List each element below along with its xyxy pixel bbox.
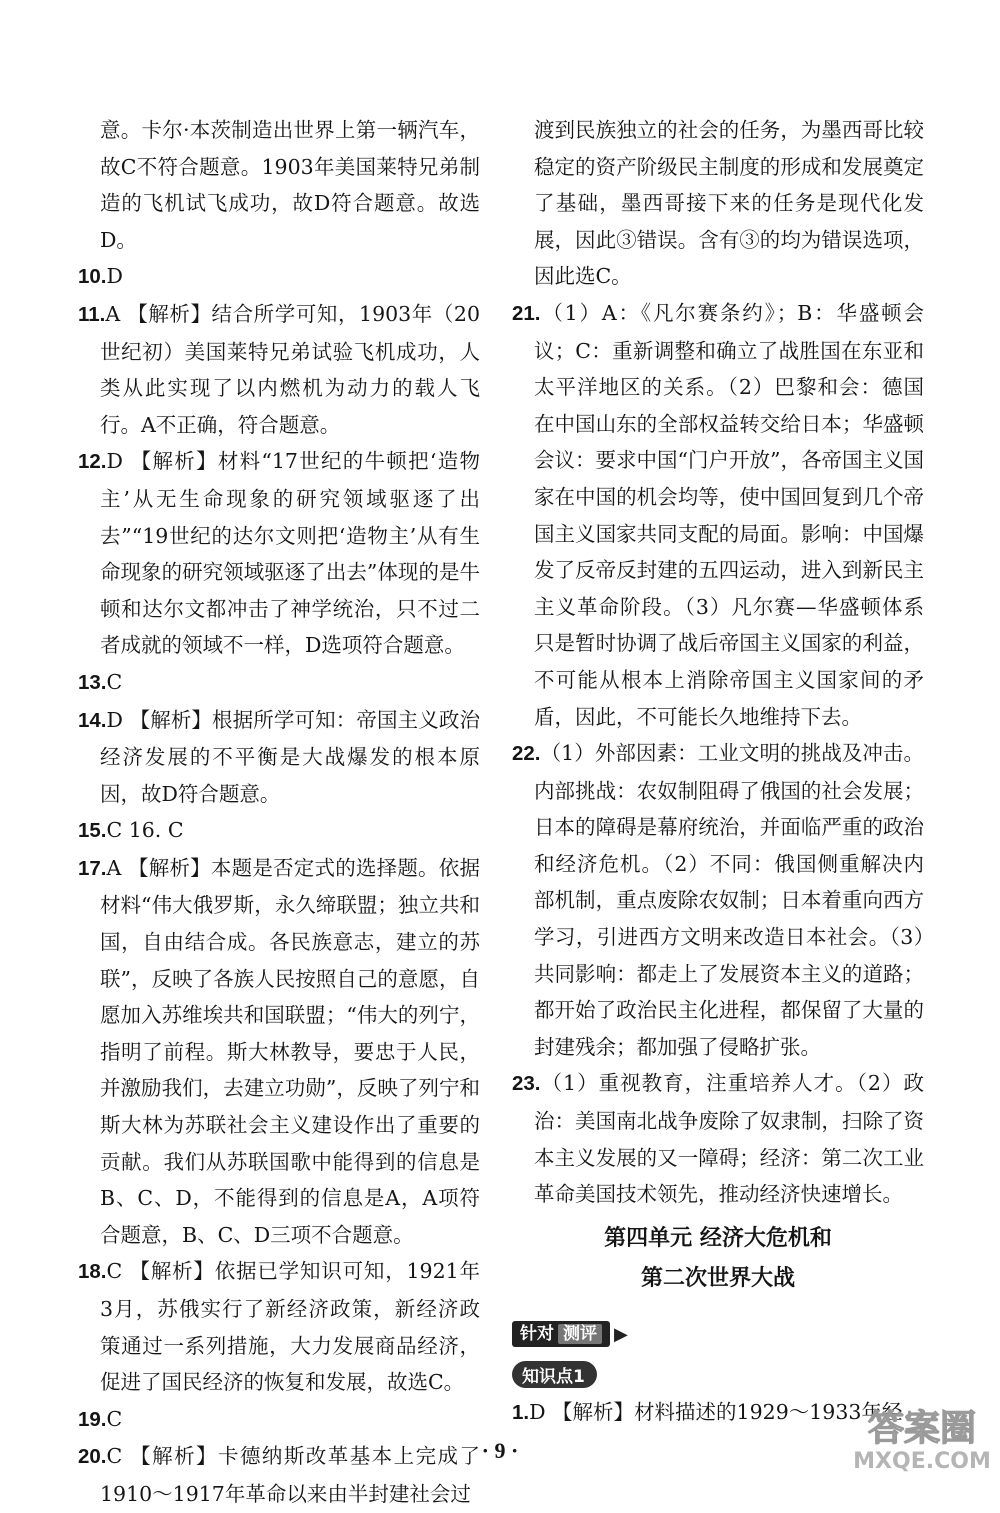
item-number: 10. (78, 265, 107, 289)
item-number: 13. (78, 670, 107, 694)
continued-text (512, 112, 924, 295)
left-column (78, 112, 480, 1513)
item-number: 20. (78, 1445, 107, 1469)
answer-item (78, 1401, 480, 1439)
item-text: C (106, 1406, 123, 1431)
targeted-test-banner (512, 1299, 924, 1347)
answer-item (78, 664, 480, 702)
banner-part2: 测评 (558, 1324, 602, 1344)
item-text: C 【解析】依据已学知识可知，1921年3月，苏俄实行了新经济政策，新经济政策通过一系列措施，大力发展商品经济，促进了国民经济的恢复和发展，故选C。 (100, 1259, 480, 1395)
answer-item (78, 443, 480, 664)
item-text: D 【解析】材料“17世纪的牛顿把‘造物主’从无生命现象的研究领域驱逐了出去”“19世纪的达尔文则把‘造物主’从有生命现象的研究领域驱逐了出去”体现的是牛顿和达尔文都冲击了神学统治，只不过二者成就的领域不一样，D选项符合题意。 (100, 449, 480, 658)
section-heading (512, 1219, 924, 1299)
item-text: 意。卡尔·本茨制造出世界上第一辆汽车，故C不符合题意。1903年美国莱特兄弟制造的飞机试飞成功，故D符合题意。故选D。 (100, 118, 480, 252)
answer-item (78, 1253, 480, 1400)
section-heading-line1: 第四单元 经济大危机和 (604, 1225, 832, 1251)
page-number: · 9 · (481, 1438, 519, 1463)
continued-text (78, 112, 480, 258)
answer-item (78, 850, 480, 1254)
right-column (512, 112, 924, 1431)
play-arrow-icon: ▶ (614, 1323, 628, 1345)
item-text: （1）A：《凡尔赛条约》；B：华盛顿会议；C：重新调整和确立了战胜国在东亚和太平洋地区的关系。（2）巴黎和会：德国在中国山东的全部权益转交给日本；华盛顿会议：要求中国“门户开放”，各帝国主义国家在中国的机会均等，使中国回复到几个帝国主义国家共同支配的局面。影响：中国爆发了反帝反封建的五四运动，进入到新民主主义革命阶段。（3）凡尔赛—华盛顿体系只是暂时协调了战后帝国主义国家的利益，不可能从根本上消除帝国主义国家间的矛盾，因此，不可能长久地维持下去。 (534, 300, 924, 729)
item-number: 11. (78, 302, 106, 326)
section-heading-line2: 第二次世界大战 (640, 1265, 795, 1291)
item-number: 21. (512, 301, 541, 325)
item-text: D (106, 264, 123, 289)
item-text: A 【解析】结合所学可知，1903年（20世纪初）美国莱特兄弟试验飞机成功，人类从此实现了以内燃机为动力的载人飞行。A不正确，符合题意。 (100, 301, 480, 437)
answer-item (512, 735, 924, 1065)
answer-item (78, 258, 480, 296)
answer-item (78, 702, 480, 813)
item-text: C 16. C (106, 818, 184, 843)
item-number: 18. (78, 1260, 107, 1284)
item-number: 1. (512, 1400, 530, 1424)
item-number: 17. (78, 856, 107, 880)
item-text: 渡到民族独立的社会的任务，为墨西哥比较稳定的资产阶级民主制度的形成和发展奠定了基础，墨西哥接下来的任务是现代化发展，因此③错误。含有③的均为错误选项，因此选C。 (534, 118, 924, 289)
knowledge-point-badge: 知识点1 (512, 1361, 597, 1388)
item-text: （1）重视教育，注重培养人才。（2）政治：美国南北战争废除了奴隶制，扫除了资本主义发展的又一障碍；经济：第二次工业革命美国技术领先，推动经济快速增长。 (534, 1071, 924, 1207)
item-number: 12. (78, 450, 107, 474)
item-number: 23. (512, 1072, 541, 1096)
watermark-logo (852, 1398, 992, 1474)
item-text: D 【解析】根据所学可知：帝国主义政治经济发展的不平衡是大战爆发的根本原因，故D符合题意。 (100, 707, 480, 806)
answer-item (512, 295, 924, 735)
item-text: D 【解析】材料描述的1929～1933年经 (529, 1399, 903, 1424)
watermark-line1: 答案圈 (867, 1408, 977, 1449)
item-number: 19. (78, 1407, 107, 1431)
item-text: （1）外部因素：工业文明的挑战及冲击。内部挑战：农奴制阻碍了俄国的社会发展；日本的障碍是幕府统治，并面临严重的政治和经济危机。（2）不同：俄国侧重解决内部机制，重点废除农奴制；日本着重向西方学习，引进西方文明来改造日本社会。（3）共同影响：都走上了发展资本主义的道路；都开始了政治民主化进程，都保留了大量的封建残余；都加强了侵略扩张。 (534, 741, 924, 1059)
right-answer-list (512, 112, 924, 1213)
item-number: 14. (78, 708, 107, 732)
item-text: C (106, 669, 123, 694)
item-number: 15. (78, 819, 107, 843)
item-text: C 【解析】卡德纳斯改革基本上完成了1910～1917年革命以来由半封建社会过 (100, 1444, 480, 1506)
watermark-line2: MXQE.COM (853, 1449, 991, 1474)
banner-part1: 针对 (520, 1323, 554, 1344)
item-text: A 【解析】本题是否定式的选择题。依据材料“伟大俄罗斯，永久缔联盟；独立共和国，自由结合成。各民族意志，建立的苏联”，反映了各族人民按照自己的意愿，自愿加入苏维埃共和国联盟；“伟大的列宁，指明了前程。斯大林教导，要忠于人民，并激励我们，去建立功勋”，反映了列宁和斯大林为苏联社会主义建设作出了重要的贡献。我们从苏联国歌中能得到的信息是B、C、D，不能得到的信息是A，A项符合题意，B、C、D三项不合题意。 (100, 855, 480, 1247)
banner-label (512, 1321, 610, 1347)
item-number: 22. (512, 742, 541, 766)
answer-item (78, 296, 480, 443)
answer-item (512, 1065, 924, 1212)
answer-item (78, 812, 480, 850)
